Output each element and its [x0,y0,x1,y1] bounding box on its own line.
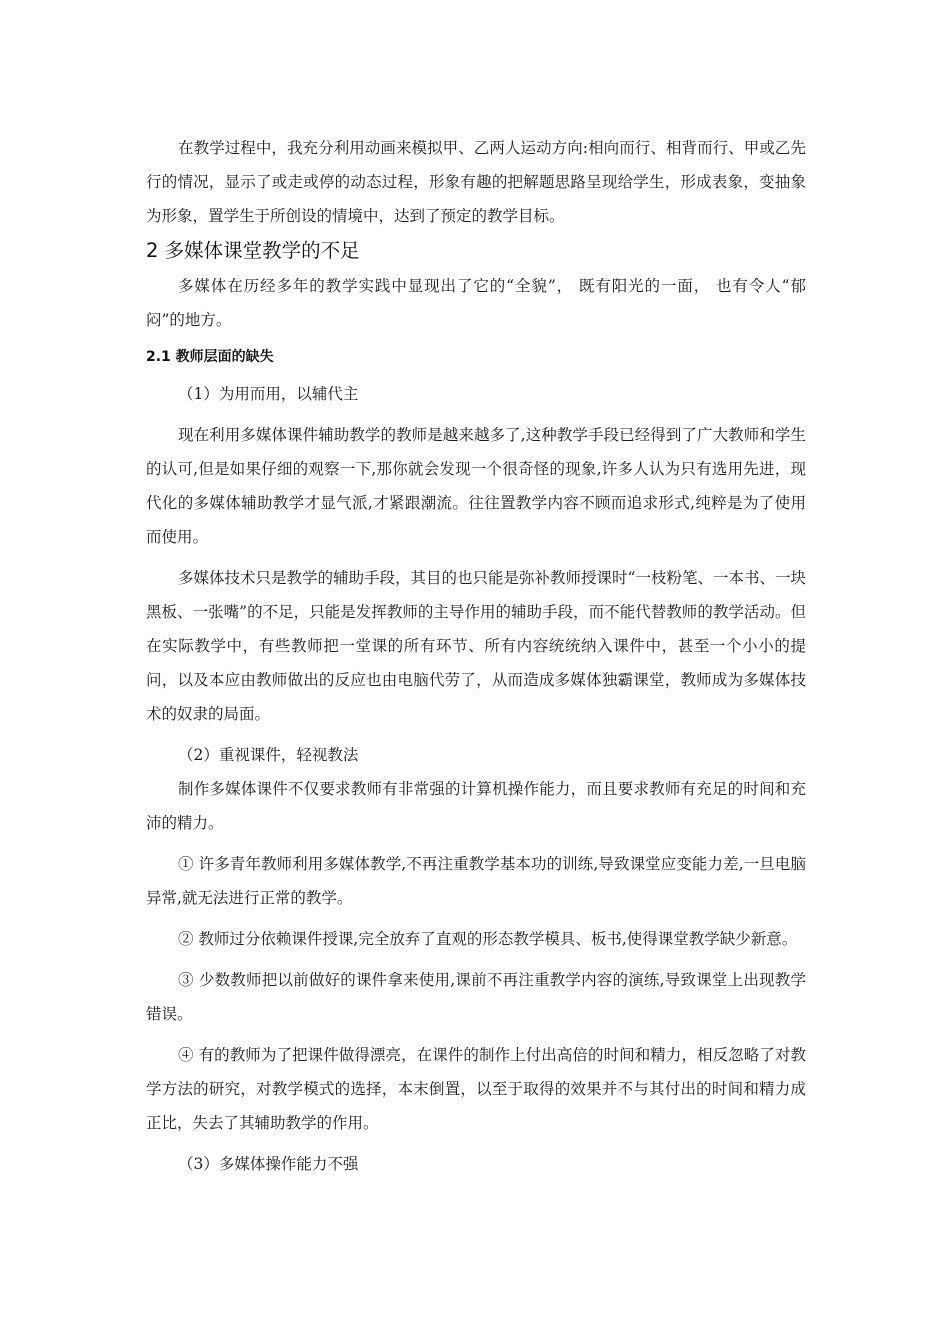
paragraph-overview: 多媒体在历经多年的教学实践中显现出了它的“全貌”， 既有阳光的一面， 也有令人“郁闷”的地方。 [146,277,806,329]
list-item-3: ③ 少数教师把以前做好的课件拿来使用,课前不再注重教学内容的演练,导致课堂上出现教学错误。 [146,971,806,1023]
document-body [146,131,806,1181]
paragraph-animation-example: 在教学过程中，我充分利用动画来模拟甲、乙两人运动方向:相向而行、相背而行、甲或乙先行的情况，显示了或走或停的动态过程，形象有趣的把解题思路呈现给学生，形成表象，变抽象为形象，置学生于所创设的情境中，达到了预定的教学目标。 [146,139,806,225]
list-item-1: ① 许多青年教师利用多媒体教学,不再注重教学基本功的训练,导致课堂应变能力差,一旦电脑异常,就无法进行正常的教学。 [146,855,806,907]
subheading-1: （1）为用而用，以辅代主 [178,385,359,403]
subheading-3: （3）多媒体操作能力不强 [178,1155,359,1173]
paragraph-auxiliary: 多媒体技术只是教学的辅助手段，其目的也只能是弥补教师授课时“一枝粉笔、一本书、一块黑板、一张嘴”的不足，只能是发挥教师的主导作用的辅助手段，而不能代替教师的教学活动。但在实际教学中，有些教师把一堂课的所有环节、所有内容统统纳入课件中，甚至一个小小的提问，以及本应由教师做出的反应也由电脑代劳了，从而造成多媒体独霸课堂，教师成为多媒体技术的奴隶的局面。 [146,569,806,723]
list-item-2: ② 教师过分依赖课件授课,完全放弃了直观的形态教学模具、板书,使得课堂教学缺少新意。 [178,930,798,948]
section-heading-2: 2 多媒体课堂教学的不足 [146,239,360,262]
subsection-heading-2-1: 2.1 教师层面的缺失 [146,349,274,365]
paragraph-courseware: 制作多媒体课件不仅要求教师有非常强的计算机操作能力，而且要求教师有充足的时间和充沛的精力。 [146,780,806,832]
paragraph-usage: 现在利用多媒体课件辅助教学的教师是越来越多了,这种教学手段已经得到了广大教师和学生的认可,但是如果仔细的观察一下,那你就会发现一个很奇怪的现象,许多人认为只有选用先进，现代化的多媒体辅助教学才显气派,才紧跟潮流。往往置教学内容不顾而追求形式,纯粹是为了使用而使用。 [146,426,806,546]
subheading-2: （2）重视课件，轻视教法 [178,746,359,764]
list-item-4: ④ 有的教师为了把课件做得漂亮，在课件的制作上付出高倍的时间和精力，相反忽略了对教学方法的研究，对教学模式的选择，本末倒置，以至于取得的效果并不与其付出的时间和精力成正比，失去了其辅助教学的作用。 [146,1046,806,1132]
